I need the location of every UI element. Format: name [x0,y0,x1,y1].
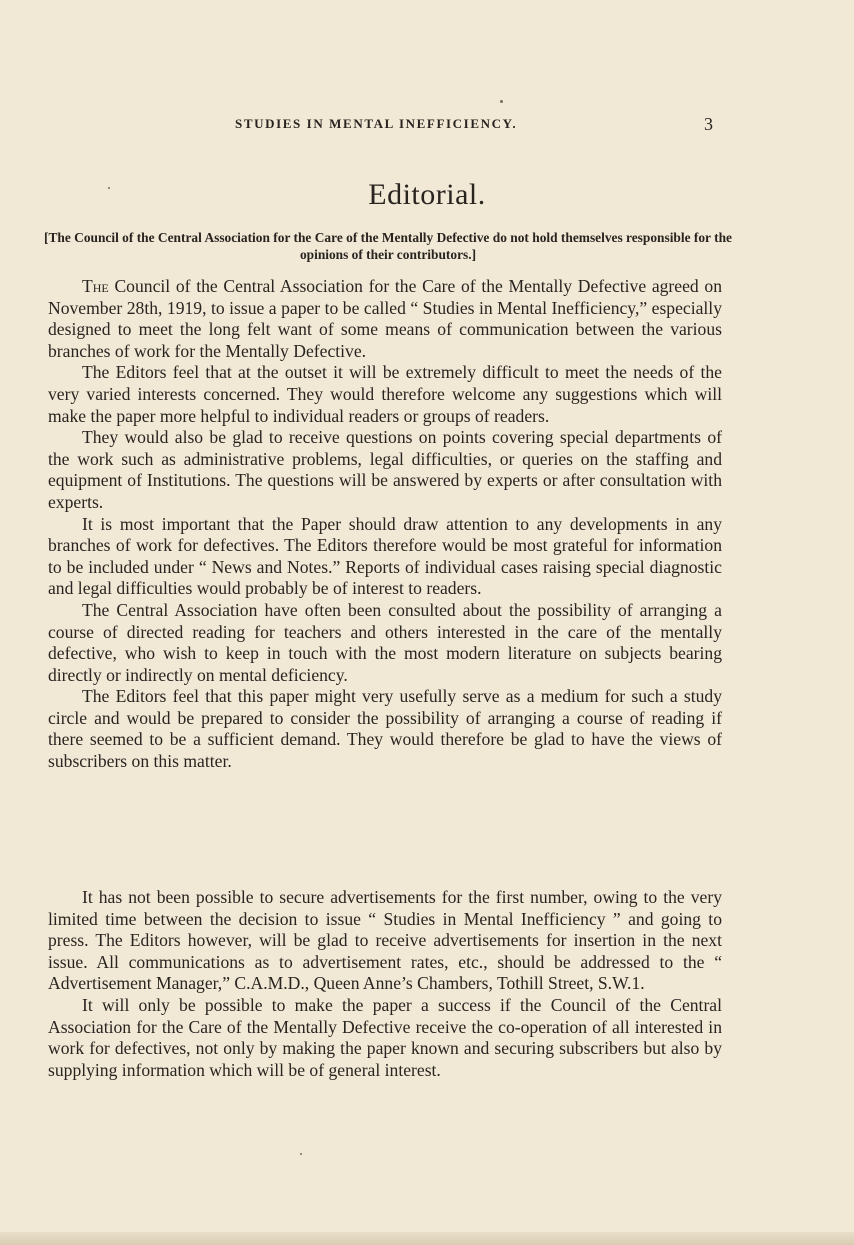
paragraph-text: Council of the Central Association for the Care of the Mentally Defective agreed on November 28th, 1919, to issue a paper to be called “ Studies in Mental Inefficiency,” especially designed to meet the long felt want of some means of communication between the various branches of work for the Mentally Defective. [48,276,722,361]
page-bottom-edge [0,1232,854,1245]
paragraph: The Editors feel that this paper might very usefully serve as a medium for such a study circle and would be prepared to consider the possibility of arranging a course of reading if there seemed to be a sufficient demand. They would therefore be glad to have the views of subscribers on this matter. [48,686,722,772]
paragraph: It has not been possible to secure advertisements for the first number, owing to the very limited time between the decision to issue “ Studies in Mental Inefficiency ” and going to press. The Editors however, will be glad to receive advertisements for insertion in the next issue. All communications as to advertisement rates, etc., should be addressed to the “ Advertisement Manager,” C.A.M.D., Queen Anne’s Chambers, Tothill Street, S.W.1. [48,887,722,994]
editorial-heading: Editorial. [368,178,486,211]
editorial-body [48,276,722,773]
advertisement-notice [48,887,722,1081]
paragraph: The Editors feel that at the outset it will be extremely difficult to meet the needs of the very varied interests concerned. They would therefore welcome any suggestions which will make the paper more helpful to individual readers or groups of readers. [48,362,722,426]
paragraph: They would also be glad to receive questions on points covering special departments of the work such as administrative problems, legal difficulties, or queries on the staffing and equipment of Institutions. The questions will be answered by experts or after consultation with experts. [48,427,722,512]
paper-speck [108,187,110,189]
paragraph: It will only be possible to make the paper a success if the Council of the Central Association for the Care of the Mentally Defective receive the co-operation of all interested in work for defectives, not only by making the paper known and securing subscribers but also by supplying information which will be of general interest. [48,994,722,1080]
running-title: STUDIES IN MENTAL INEFFICIENCY. [235,116,518,131]
page-number: 3 [704,114,713,134]
paragraph-lead-word: The [82,276,109,296]
paper-speck [300,1153,302,1155]
paragraph: It is most important that the Paper should draw attention to any developments in any branches of work for defectives. The Editors therefore would be most grateful for information to be included under “ News and Notes.” Reports of individual cases raising special diagnostic and legal difficulties would probably be of interest to readers. [48,513,722,599]
paragraph [48,276,722,362]
paragraph: The Central Association have often been consulted about the possibility of arranging a course of directed reading for teachers and others interested in the care of the mentally defective, who wish to keep in touch with the most modern literature on subjects bearing directly or indirectly on mental deficiency. [48,599,722,685]
paper-speck [500,100,503,103]
editorial-disclaimer: [The Council of the Central Association for the Care of the Mentally Defective do not hold themselves responsible for the opinions of their contributors.] [44,230,732,262]
